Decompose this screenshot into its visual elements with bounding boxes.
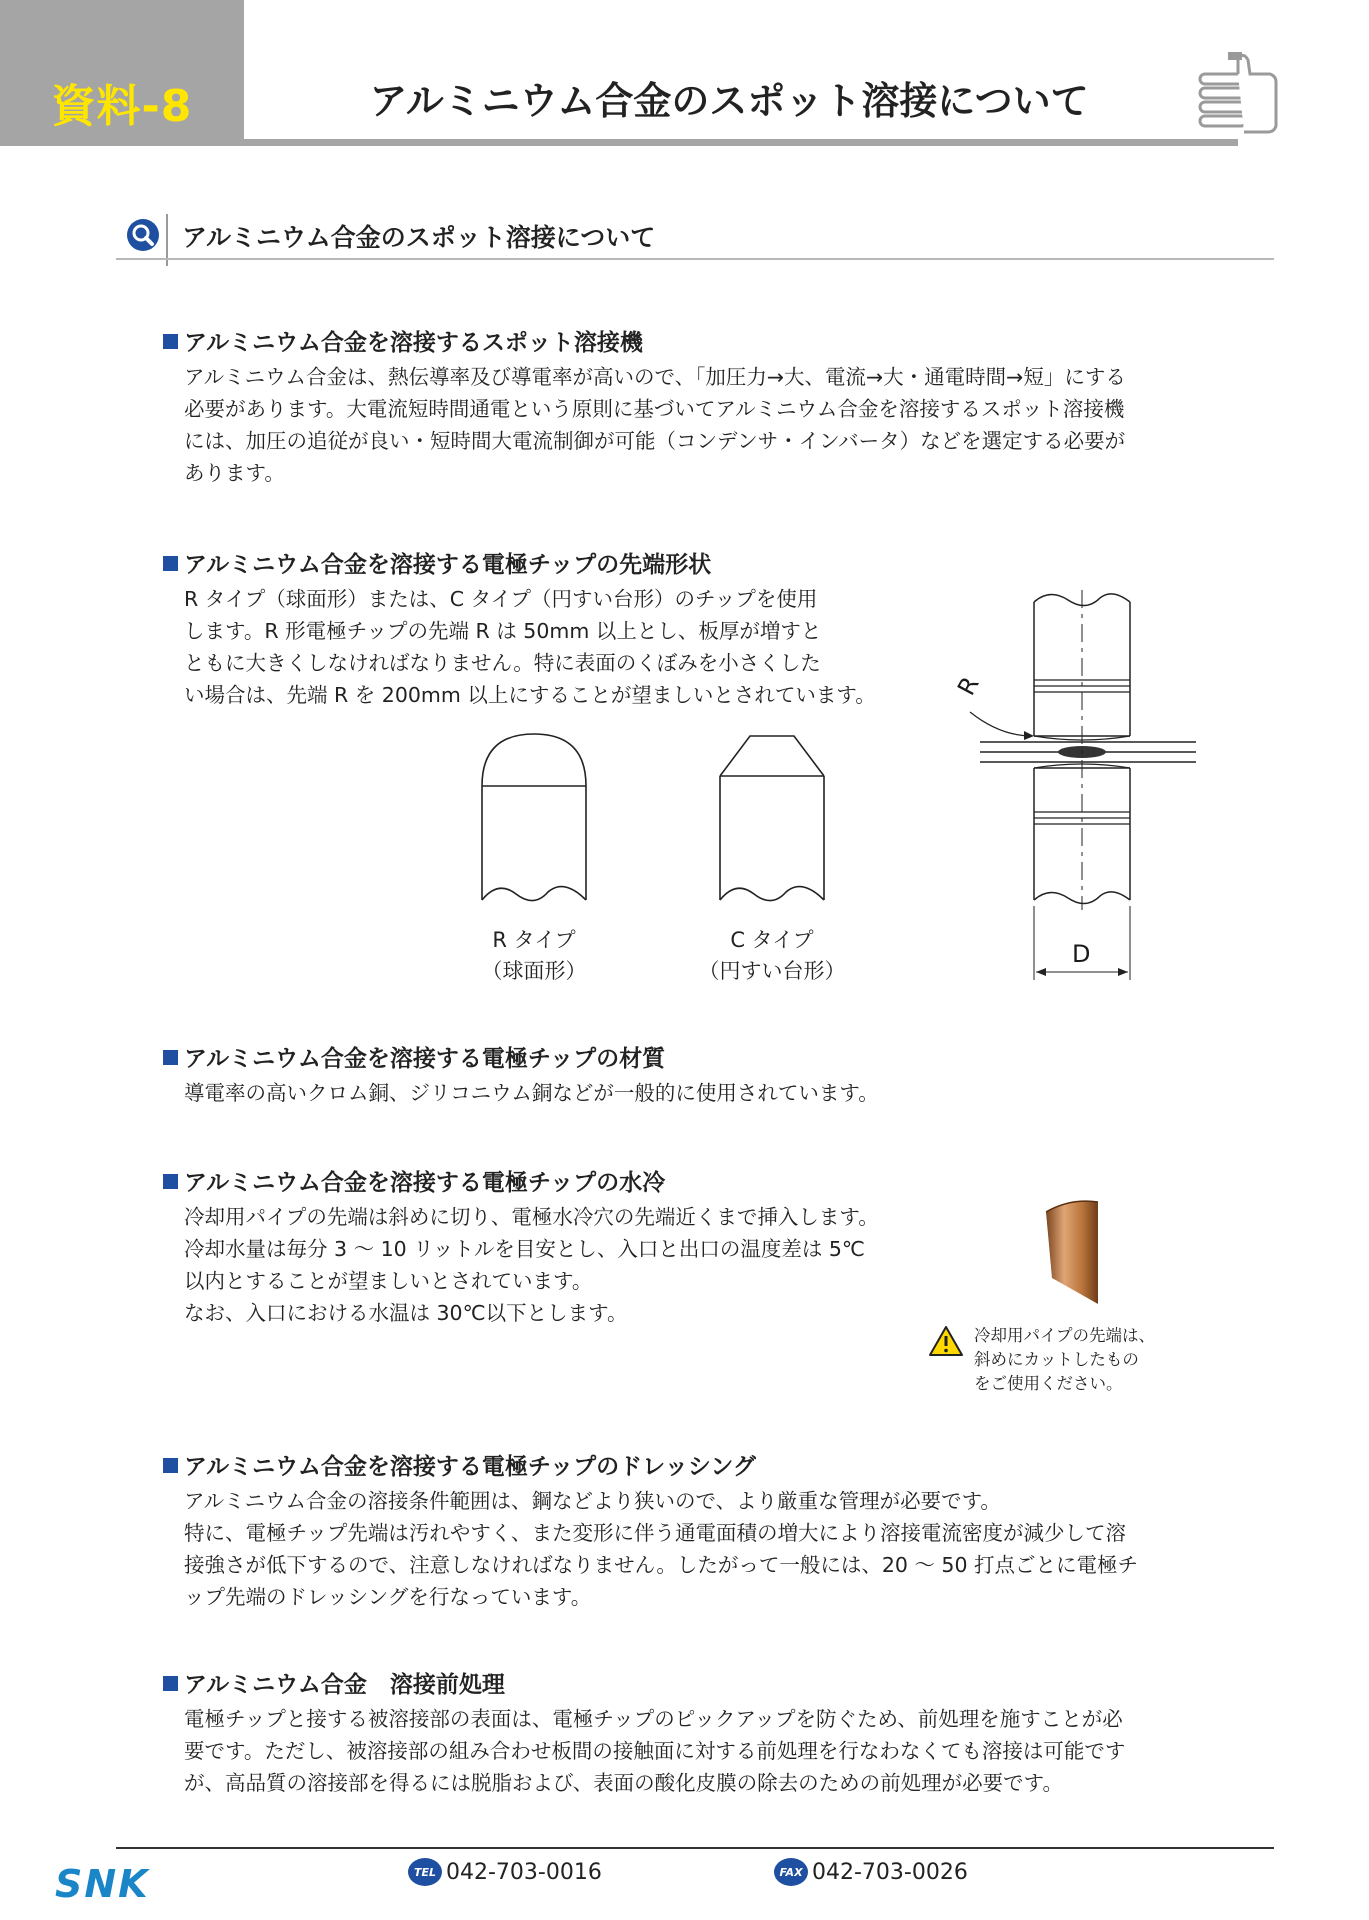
c-type-caption: C タイプ （円すい台形） bbox=[698, 928, 846, 983]
heading-bullet bbox=[163, 1050, 178, 1065]
text-tip-material: 導電率の高いクロム銅、ジリコニウム銅などが一般的に使用されています。 bbox=[184, 1081, 879, 1105]
diameter-label: D bbox=[1072, 940, 1091, 968]
cooling-pipe-illustration bbox=[1040, 1196, 1104, 1306]
phone-number-text: 042-703-0016 bbox=[446, 1859, 602, 1885]
warning-text: 冷却用パイプの先端は、 斜めにカットしたもの をご使用ください。 bbox=[974, 1326, 1156, 1393]
c-type-tip-drawing bbox=[716, 732, 828, 912]
heading-pretreatment: アルミニウム合金 溶接前処理 bbox=[163, 1666, 505, 1699]
fax-number-text: 042-703-0026 bbox=[812, 1859, 968, 1885]
header-tag: 資料-8 bbox=[51, 81, 193, 132]
heading-water-cooling: アルミニウム合金を溶接する電極チップの水冷 bbox=[163, 1164, 665, 1197]
footer-rule bbox=[116, 1847, 1274, 1849]
text-welding-machine: アルミニウム合金は、熱伝導率及び導電率が高いので、「加圧力→大、電流→大・通電時間→短」にする 必要があります。大電流短時間通電という原則に基づいてアルミニウム合金を溶接するスポット溶接機 には、加圧の追従が良い・短時間大電流制御が可能（コンデンサ・インバータ）などを選定する必要が あります。 bbox=[184, 365, 1126, 485]
heading-tip-material: アルミニウム合金を溶接する電極チップの材質 bbox=[163, 1040, 665, 1073]
heading-welding-machine: アルミニウム合金を溶接するスポット溶接機 bbox=[163, 324, 643, 357]
heading-tip-dressing: アルミニウム合金を溶接する電極チップのドレッシング bbox=[163, 1448, 756, 1481]
text-water-cooling: 冷却用パイプの先端は斜めに切り、電極水冷穴の先端近くまで挿入します。 冷却水量は毎分 3 〜 10 リットルを目安とし、入口と出口の温度差は 5℃ 以内とすることが望ましいとされています。 なお、入口における水温は 30℃以下とします。 bbox=[184, 1205, 879, 1325]
text-tip-dressing: アルミニウム合金の溶接条件範囲は、鋼などより狭いので、より厳重な管理が必要です。 特に、電極チップ先端は汚れやすく、また変形に伴う通電面積の増大により溶接電流密度が減少して溶 接強さが低下するので、注意しなければなりません。したがって一般には、20 〜 50 打点ごとに電極チ ップ先端のドレッシングを行なっています。 bbox=[184, 1489, 1139, 1609]
r-type-caption: R タイプ （球面形） bbox=[481, 928, 587, 983]
heading-tip-shape: アルミニウム合金を溶接する電極チップの先端形状 bbox=[163, 546, 711, 579]
section-rule bbox=[116, 258, 1274, 260]
text-tip-shape: R タイプ（球面形）または、C タイプ（円すい台形）のチップを使用 します。R 形電極チップの先端 R は 50mm 以上とし、板厚が増すと ともに大きくしなければなりません。特に表面のくぼみを小さくした い場合は、先端 R を 200mm 以上にすることが望ましいとされています。 bbox=[184, 587, 876, 707]
radius-label: R bbox=[952, 672, 985, 700]
company-logo: SNK bbox=[55, 1862, 150, 1906]
warning-icon bbox=[928, 1325, 964, 1357]
heading-bullet bbox=[163, 1676, 178, 1691]
heading-bullet bbox=[163, 334, 178, 349]
pointing-hand-icon bbox=[1198, 52, 1278, 134]
fax-badge-icon: FAX bbox=[774, 1858, 808, 1886]
text-pretreatment: 電極チップと接する被溶接部の表面は、電極チップのピックアップを防ぐため、前処理を施すことが必 要です。ただし、被溶接部の組み合わせ板間の接触面に対する前処理を行なわなくても溶接は可能です が、高品質の溶接部を得るには脱脂および、表面の酸化皮膜の除去のための前処理が必要です。 bbox=[184, 1707, 1126, 1795]
r-type-tip-drawing bbox=[478, 732, 590, 912]
heading-bullet bbox=[163, 1174, 178, 1189]
magnifier-icon bbox=[126, 218, 160, 252]
section-title: アルミニウム合金のスポット溶接について bbox=[182, 223, 656, 252]
electrode-pair-drawing bbox=[960, 590, 1200, 990]
page-title: アルミニウム合金のスポット溶接について bbox=[369, 79, 1089, 123]
phone-number[interactable] bbox=[408, 1858, 602, 1886]
heading-bullet bbox=[163, 556, 178, 571]
fax-number[interactable] bbox=[774, 1858, 968, 1886]
tel-badge-icon: TEL bbox=[408, 1858, 442, 1886]
header-underline bbox=[244, 139, 1238, 146]
heading-bullet bbox=[163, 1458, 178, 1473]
